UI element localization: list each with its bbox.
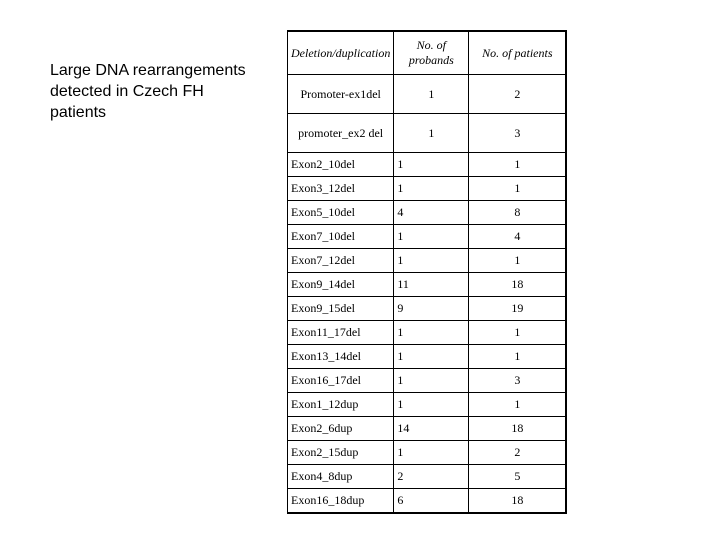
table-row	[288, 177, 567, 201]
cell-patients: 1	[469, 321, 567, 345]
cell-name: Exon7_10del	[288, 225, 394, 249]
cell-patients: 5	[469, 465, 567, 489]
header-probands: No. of probands	[394, 31, 469, 75]
cell-probands: 1	[394, 75, 469, 114]
cell-probands: 1	[394, 369, 469, 393]
cell-name: Exon11_17del	[288, 321, 394, 345]
table-row	[288, 465, 567, 489]
table-row	[288, 75, 567, 114]
cell-patients: 1	[469, 153, 567, 177]
table-row	[288, 417, 567, 441]
table-row	[288, 273, 567, 297]
cell-patients: 1	[469, 177, 567, 201]
cell-name: promoter_ex2 del	[288, 114, 394, 153]
cell-patients: 18	[469, 417, 567, 441]
cell-probands: 11	[394, 273, 469, 297]
cell-patients: 3	[469, 114, 567, 153]
header-patients: No. of patients	[469, 31, 567, 75]
cell-patients: 1	[469, 249, 567, 273]
cell-patients: 18	[469, 273, 567, 297]
cell-probands: 14	[394, 417, 469, 441]
slide-title: Large DNA rearrangements detected in Czech FH patients	[50, 62, 246, 121]
cell-probands: 1	[394, 153, 469, 177]
cell-probands: 1	[394, 225, 469, 249]
cell-patients: 1	[469, 393, 567, 417]
cell-name: Exon9_15del	[288, 297, 394, 321]
cell-name: Exon16_18dup	[288, 489, 394, 514]
cell-name: Exon5_10del	[288, 201, 394, 225]
cell-name: Exon3_12del	[288, 177, 394, 201]
table-row	[288, 345, 567, 369]
table-row	[288, 369, 567, 393]
cell-patients: 3	[469, 369, 567, 393]
cell-patients: 4	[469, 225, 567, 249]
table-row	[288, 201, 567, 225]
header-deletion-duplication: Deletion/duplication	[288, 31, 394, 75]
table-row	[288, 489, 567, 514]
table-row	[288, 321, 567, 345]
cell-name: Exon7_12del	[288, 249, 394, 273]
cell-probands: 1	[394, 441, 469, 465]
cell-probands: 9	[394, 297, 469, 321]
cell-name: Exon1_12dup	[288, 393, 394, 417]
cell-name: Promoter-ex1del	[288, 75, 394, 114]
cell-name: Exon13_14del	[288, 345, 394, 369]
cell-probands: 1	[394, 321, 469, 345]
cell-name: Exon9_14del	[288, 273, 394, 297]
cell-name: Exon2_15dup	[288, 441, 394, 465]
table-row	[288, 393, 567, 417]
cell-probands: 1	[394, 249, 469, 273]
table-row	[288, 114, 567, 153]
table-row	[288, 225, 567, 249]
table-row	[288, 297, 567, 321]
cell-name: Exon2_10del	[288, 153, 394, 177]
table-row	[288, 153, 567, 177]
table-row	[288, 441, 567, 465]
cell-patients: 18	[469, 489, 567, 514]
cell-probands: 4	[394, 201, 469, 225]
table-header-row	[288, 31, 567, 75]
cell-probands: 1	[394, 177, 469, 201]
cell-probands: 6	[394, 489, 469, 514]
cell-name: Exon2_6dup	[288, 417, 394, 441]
cell-probands: 1	[394, 345, 469, 369]
cell-name: Exon4_8dup	[288, 465, 394, 489]
cell-probands: 1	[394, 393, 469, 417]
cell-probands: 2	[394, 465, 469, 489]
table-body	[288, 75, 567, 514]
cell-patients: 1	[469, 345, 567, 369]
cell-probands: 1	[394, 114, 469, 153]
cell-patients: 8	[469, 201, 567, 225]
rearrangements-table	[287, 30, 567, 514]
cell-name: Exon16_17del	[288, 369, 394, 393]
table-row	[288, 249, 567, 273]
cell-patients: 2	[469, 75, 567, 114]
cell-patients: 19	[469, 297, 567, 321]
cell-patients: 2	[469, 441, 567, 465]
